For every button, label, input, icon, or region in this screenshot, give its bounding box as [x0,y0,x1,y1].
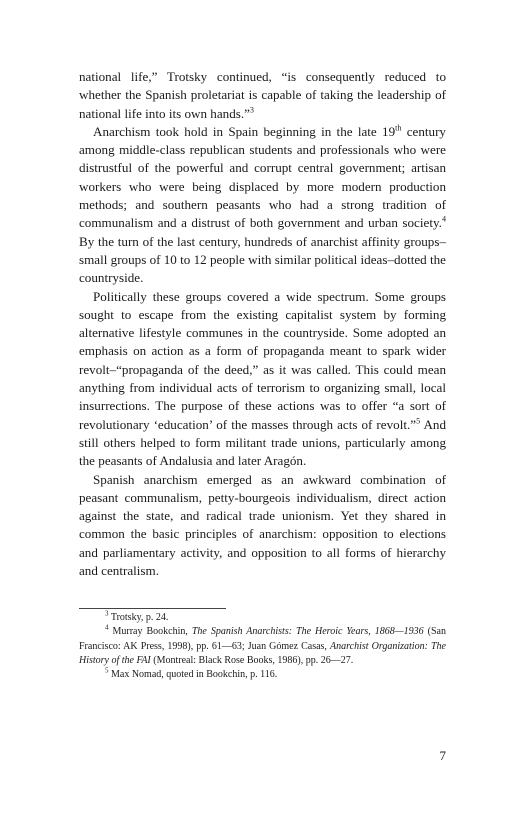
text-run: Politically these groups covered a wide spectrum. Some groups sought to escape from the existing capitalist system by forming alternative lifestyle communes in the countryside. Some adopted an emphasis on action as a form of propaganda meant to spark wider revolt–“propaganda of the deed,” as it was called. This could mean anything from individual acts of terrorism to organizing small, local insurrections. The purpose of these actions was to offer “a sort of revolutionary ‘education’ of the masses through acts of revolt.” [79,288,446,432]
note-reference: 5 [105,666,109,675]
page-number: 7 [439,748,446,763]
note-reference: 4 [105,623,109,632]
footnote-separator [79,608,226,609]
text-run: (Montreal: Black Rose Books, 1986), pp. 26—27. [150,654,354,666]
note-reference: 4 [441,215,446,225]
text-run: And still others helped to form militant trade unions, particularly among the peasants of Andalusia and later Aragón. [79,416,446,469]
footnotes [79,611,446,682]
text-run: By the turn of the last century, hundreds of anarchist affinity groups–small groups of 10 to 12 people with similar political ideas–dotted the countryside. [79,233,446,286]
note-reference: 3 [105,609,109,618]
text-run: national life,” Trotsky continued, “is consequently reduced to whether the Spanish proletariat is capable of taking the leadership of national life into its own hands.” [79,69,446,121]
text-run: century among middle-class republican students and professionals who were distrustful of the powerful and corrupt central government; artisan workers who were being displaced by more modern production methods; and southern peasants who had a strong tradition of communalism and a distrust of both government and urban society. [79,123,446,231]
body-text [79,68,446,580]
note-reference: th [395,123,402,133]
paragraph [79,288,446,471]
text-run: Trotsky, p. 24. [108,612,169,623]
text-run: Max Nomad, quoted in Bookchin, p. 116. [108,669,278,681]
text-run: Anarchism took hold in Spain beginning in the late 19 [93,123,396,139]
text-run: Spanish anarchism emerged as an awkward combination of peasant communalism, petty-bourgeois individualism, direct action against the state, and radical trade unionism. Yet they shared in common the basic principles of anarchism: opposition to elections and parliamentary activity, and opposition to all forms of hierarchy and centralism. [79,471,446,579]
text-run: Murray Bookchin, [108,626,192,638]
note-reference: 3 [249,105,254,115]
footnote [79,625,446,668]
italic-title: Anarchist Organization: The History of the FAI [79,640,446,666]
paragraph [79,471,446,581]
text-run: (San Francisco: AK Press, 1998), pp. 61—63; Juan Gómez Casas, [79,626,446,652]
note-reference: 5 [416,416,421,426]
footnote [79,611,446,625]
paragraph [79,68,446,123]
footnote [79,668,446,682]
italic-title: The Spanish Anarchists: The Heroic Years, 1868—1936 [191,626,424,638]
paragraph [79,123,446,288]
